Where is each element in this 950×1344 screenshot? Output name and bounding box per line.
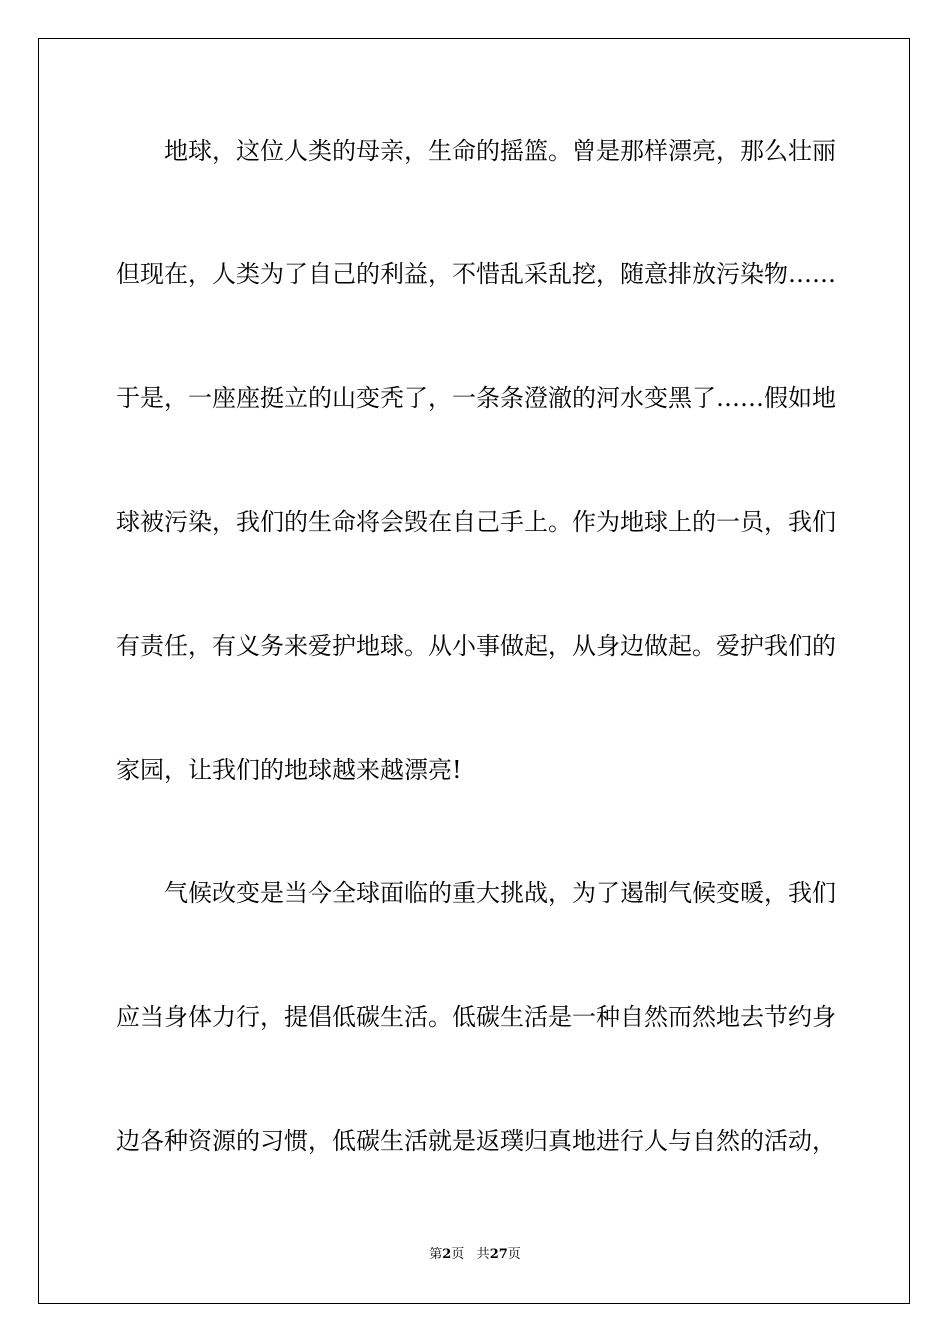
total-pages: 27 — [489, 1247, 508, 1262]
paragraph-line: 球被污染，我们的生命将会毁在自己手上。作为地球上的一员，我们 — [116, 508, 836, 536]
total-label-suffix: 页 — [507, 1247, 521, 1262]
page-border — [38, 38, 910, 1304]
paragraph-line: 于是，一座座挺立的山变秃了，一条条澄澈的河水变黑了……假如地 — [116, 384, 836, 412]
paragraph-line: 边各种资源的习惯，低碳生活就是返璞归真地进行人与自然的活动， — [116, 1127, 836, 1155]
page-number: 2 — [442, 1247, 452, 1262]
paragraph-line: 家园，让我们的地球越来越漂亮! — [116, 756, 462, 784]
paragraph-line: 有责任，有义务来爱护地球。从小事做起，从身边做起。爱护我们的 — [116, 632, 836, 660]
paragraph-line: 地球，这位人类的母亲，生命的摇篮。曾是那样漂亮，那么壮丽 — [164, 137, 836, 165]
page-footer — [0, 1245, 950, 1265]
total-label-prefix: 共 — [476, 1247, 490, 1262]
paragraph-line: 但现在，人类为了自己的利益，不惜乱采乱挖，随意排放污染物…… — [116, 260, 836, 288]
page-label-suffix: 页 — [451, 1247, 465, 1262]
paragraph-line: 气候改变是当今全球面临的重大挑战，为了遏制气候变暖，我们 — [164, 879, 836, 907]
paragraph-line: 应当身体力行，提倡低碳生活。低碳生活是一种自然而然地去节约身 — [116, 1003, 836, 1031]
page-label-prefix: 第 — [429, 1247, 443, 1262]
